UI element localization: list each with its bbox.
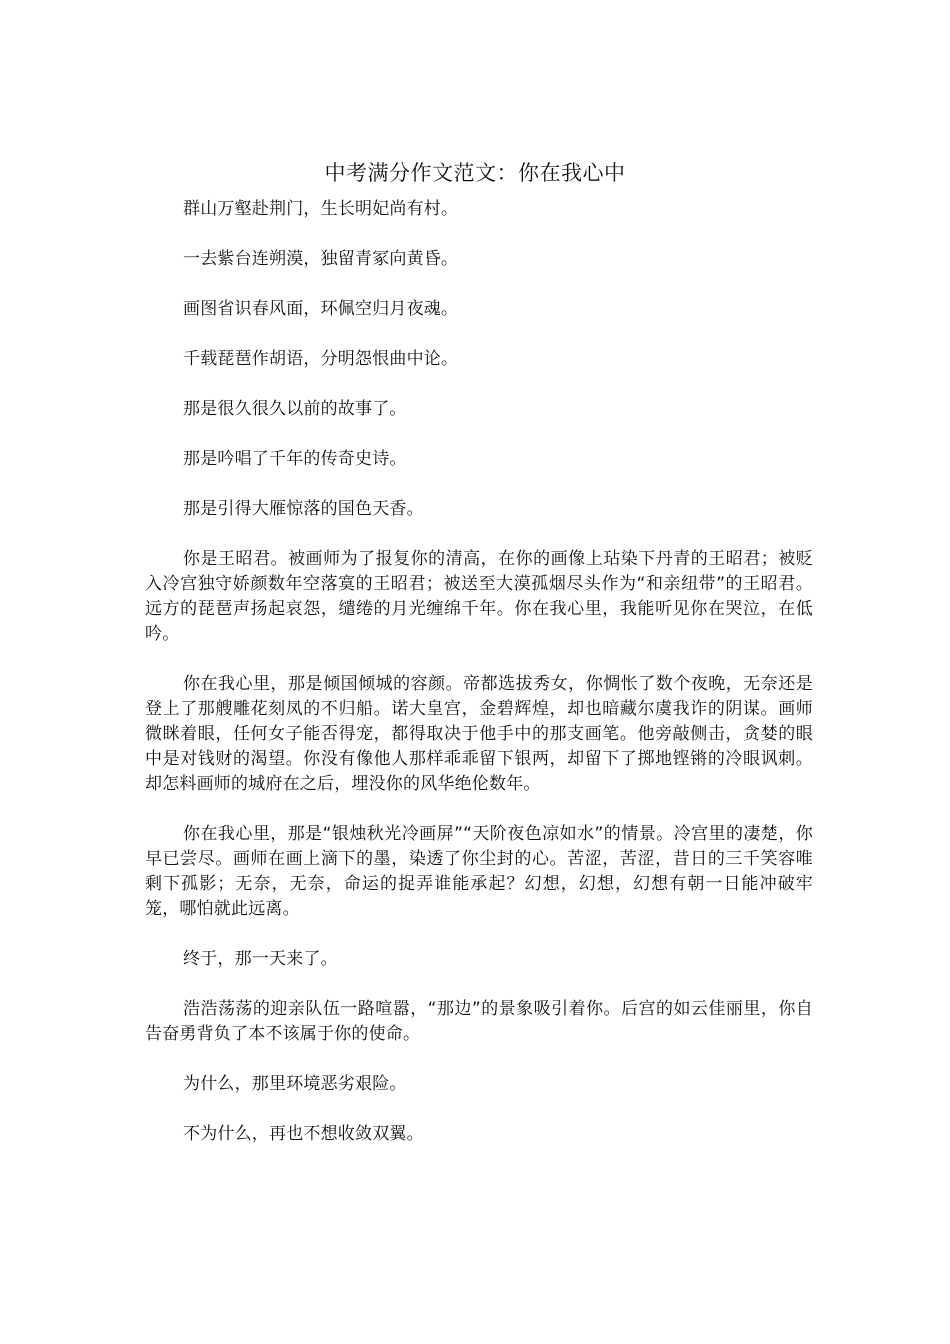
paragraph: 不为什么，再也不想收敛双翼。 bbox=[183, 1124, 424, 1144]
paragraph: 那是引得大雁惊落的国色天香。 bbox=[183, 499, 424, 519]
paragraph: 你是王昭君。被画师为了报复你的清高，在你的画像上玷染下丹青的王昭君；被贬入冷宫独守娇颜数年空落寞的王昭君；被送至大漠孤烟尽头作为“和亲纽带”的王昭君。远方的琵琶声扬起哀怨，缱绻的月光缠绵千年。你在我心里，我能听见你在哭泣，在低吟。 bbox=[145, 549, 813, 644]
paragraph: 终于，那一天来了。 bbox=[183, 949, 338, 969]
paragraph: 浩浩荡荡的迎亲队伍一路喧嚣，“那边”的景象吸引着你。后宫的如云佳丽里，你自告奋勇背负了本不该属于你的使命。 bbox=[145, 999, 813, 1044]
paragraph: 那是吟唱了千年的传奇史诗。 bbox=[183, 449, 407, 469]
document-body bbox=[145, 197, 813, 1172]
paragraph: 画图省识春风面，环佩空归月夜魂。 bbox=[183, 299, 459, 319]
document-title: 中考满分作文范文：你在我心中 bbox=[324, 161, 626, 185]
paragraph: 你在我心里，那是倾国倾城的容颜。帝都选拔秀女，你惆怅了数个夜晚，无奈还是登上了那艘雕花刻凤的不归船。诺大皇宫，金碧辉煌，却也暗藏尔虞我诈的阴谋。画师微眯着眼，任何女子能否得宠，都得取决于他手中的那支画笔。他旁敲侧击，贪婪的眼中是对钱财的渴望。你没有像他人那样乖乖留下银两，却留下了掷地铿锵的冷眼讽刺。却怎料画师的城府在之后，埋没你的风华绝伦数年。 bbox=[145, 674, 813, 794]
paragraph: 那是很久很久以前的故事了。 bbox=[183, 399, 407, 419]
paragraph: 你在我心里，那是“银烛秋光冷画屏”“天阶夜色凉如水”的情景。冷宫里的凄楚，你早已尝尽。画师在画上滴下的墨，染透了你尘封的心。苦涩，苦涩，昔日的三千笑容唯剩下孤影；无奈，无奈，命运的捉弄谁能承起？幻想，幻想，幻想有朝一日能冲破牢笼，哪怕就此远离。 bbox=[145, 824, 813, 919]
paragraph: 一去紫台连朔漠，独留青冢向黄昏。 bbox=[183, 249, 459, 269]
paragraph: 为什么，那里环境恶劣艰险。 bbox=[183, 1074, 407, 1094]
paragraph: 群山万壑赴荆门，生长明妃尚有村。 bbox=[183, 199, 459, 219]
paragraph: 千载琵琶作胡语，分明怨恨曲中论。 bbox=[183, 349, 459, 369]
